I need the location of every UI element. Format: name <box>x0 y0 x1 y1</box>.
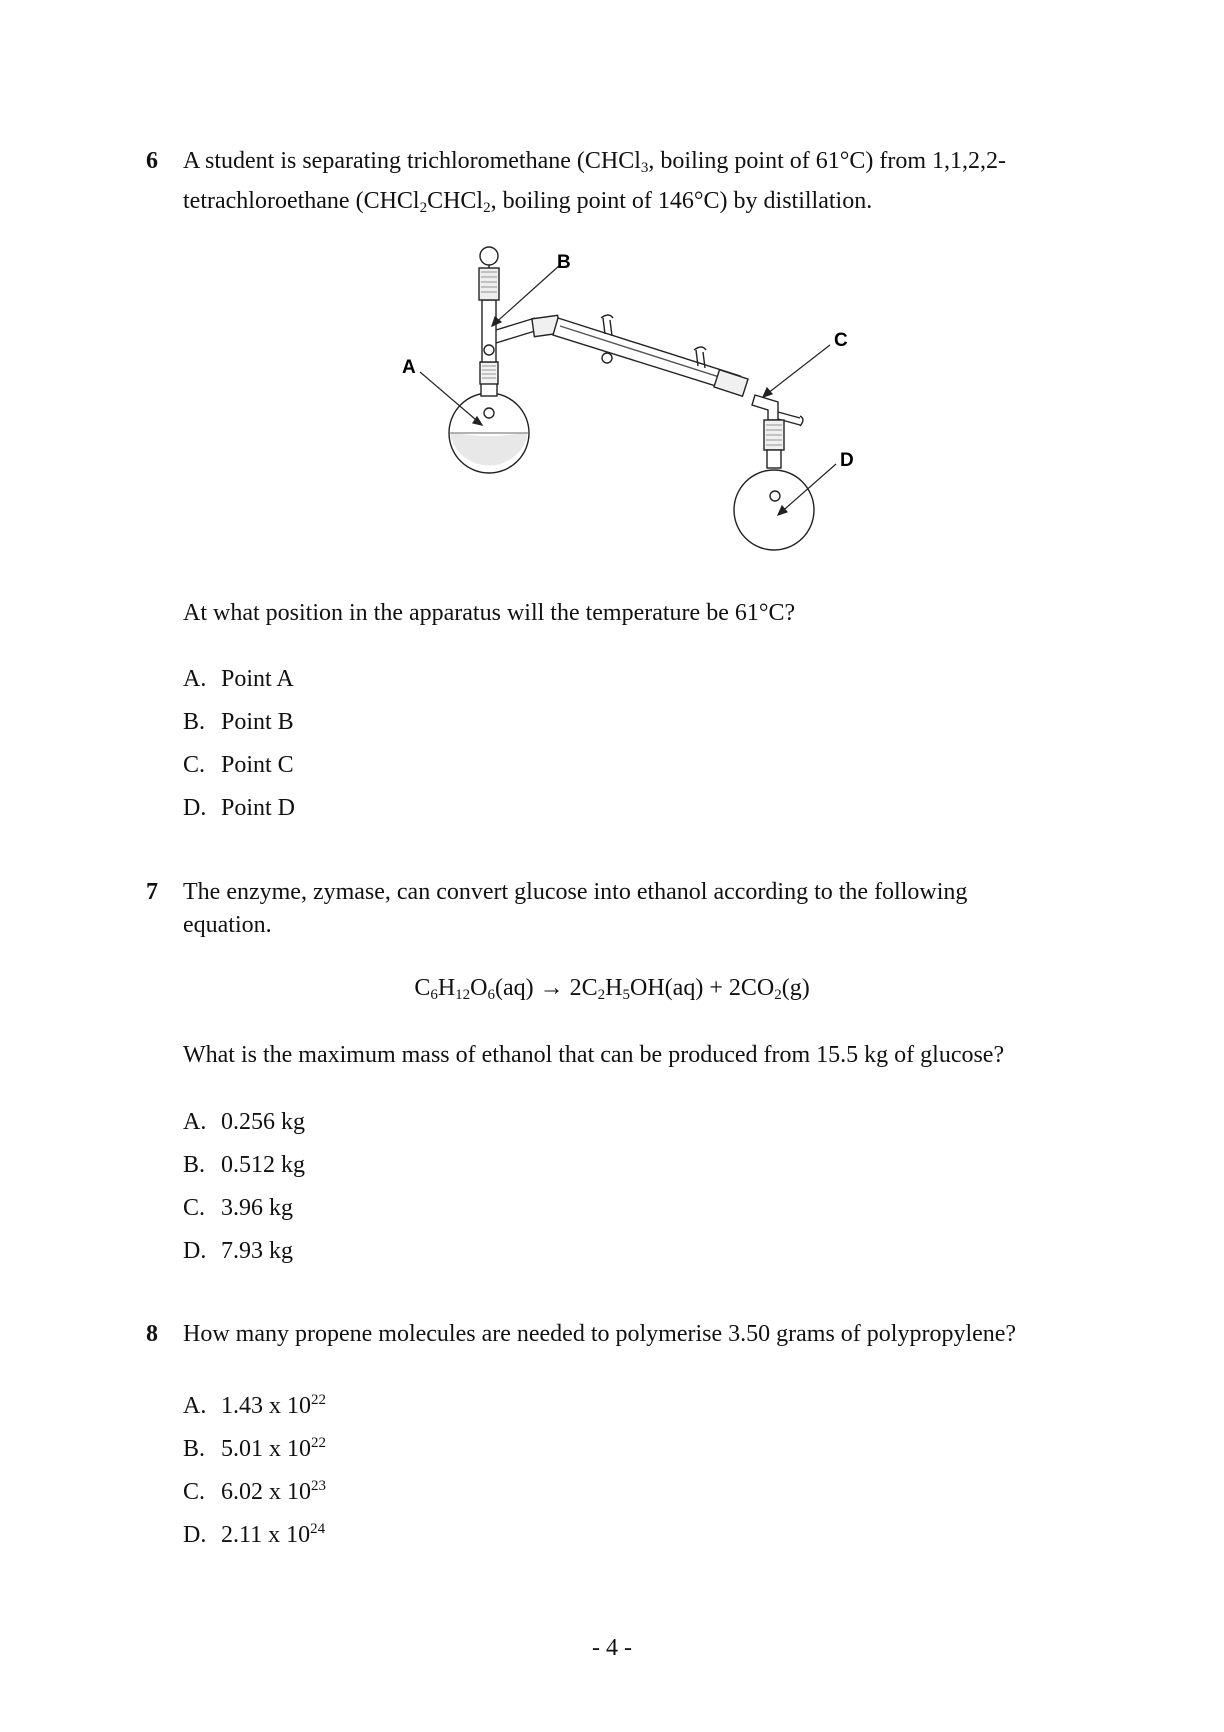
option-b[interactable]: B. 5.01 x $10^{22}$ <box>183 1435 326 1462</box>
question-number: 6 <box>146 148 158 174</box>
label-a: A <box>402 357 416 378</box>
option-d[interactable]: D. 7.93 kg <box>183 1238 293 1264</box>
question-stem: The enzyme, zymase, can convert glucose into ethanol according to the following equation. <box>183 879 968 938</box>
question-stem: A student is separating trichloromethane (CHCl$_3$, boiling point of 61°C) from 1,1,2,2- tetrachloroethane (CHCl$_2$CHCl$_2$, boiling point of 146°C) by distillation. <box>183 148 1006 216</box>
option-b[interactable]: B. Point B <box>183 709 294 735</box>
question-number: 7 <box>146 879 158 905</box>
option-d[interactable]: D. Point D <box>183 795 296 821</box>
option-b[interactable]: B. 0.512 kg <box>183 1152 305 1178</box>
label-b: B <box>557 252 571 273</box>
ground-glass-joint <box>480 362 498 384</box>
question-stem: How many propene molecules are needed to polymerise 3.50 grams of polypropylene? <box>183 1321 1017 1347</box>
distillation-apparatus-diagram <box>390 238 854 578</box>
stopper <box>479 268 499 300</box>
option-a[interactable]: A. Point A <box>183 666 294 692</box>
option-c[interactable]: C. 3.96 kg <box>183 1195 293 1221</box>
option-a[interactable]: A. 1.43 x $10^{22}$ <box>183 1392 326 1419</box>
option-a[interactable]: A. 0.256 kg <box>183 1109 305 1135</box>
option-c[interactable]: C. 6.02 x $10^{23}$ <box>183 1478 326 1505</box>
chemical-equation: $C_6H_{12}O_6(aq) \to 2C_2H_5OH(aq) + 2CO_2(g)$ <box>414 975 810 1003</box>
label-c: C <box>834 330 848 351</box>
receiving-flask <box>734 470 814 550</box>
question-number: 8 <box>146 1321 158 1347</box>
page-number: - 4 - <box>592 1635 632 1661</box>
condenser <box>553 318 740 392</box>
option-c[interactable]: C. Point C <box>183 752 294 778</box>
label-d: D <box>840 450 854 471</box>
pointer-c <box>763 345 830 397</box>
option-d[interactable]: D. 2.11 x $10^{24}$ <box>183 1521 326 1548</box>
adapter-joint <box>714 370 748 396</box>
